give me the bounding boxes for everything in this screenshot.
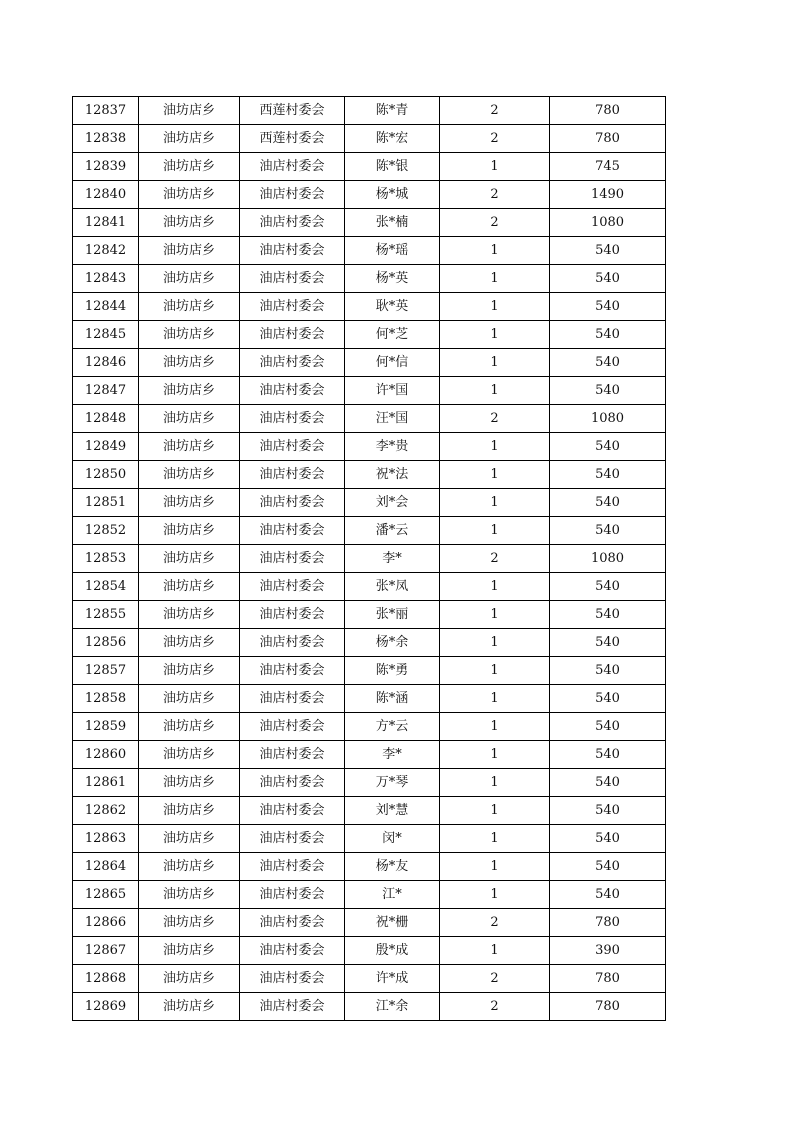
village-committee-cell: 油店村委会 — [240, 433, 345, 461]
township-cell: 油坊店乡 — [139, 797, 240, 825]
township-cell: 油坊店乡 — [139, 237, 240, 265]
count-cell: 2 — [440, 545, 550, 573]
row-id-cell: 12839 — [73, 153, 139, 181]
amount-cell: 540 — [550, 237, 666, 265]
table-row — [73, 909, 666, 937]
name-cell: 杨*友 — [345, 853, 440, 881]
table-row — [73, 293, 666, 321]
village-committee-cell: 油店村委会 — [240, 237, 345, 265]
village-committee-cell: 油店村委会 — [240, 741, 345, 769]
amount-cell: 540 — [550, 685, 666, 713]
name-cell: 祝*栅 — [345, 909, 440, 937]
table-row — [73, 685, 666, 713]
village-committee-cell: 油店村委会 — [240, 965, 345, 993]
name-cell: 何*芝 — [345, 321, 440, 349]
table-row — [73, 405, 666, 433]
row-id-cell: 12866 — [73, 909, 139, 937]
row-id-cell: 12840 — [73, 181, 139, 209]
table-row — [73, 825, 666, 853]
name-cell: 杨*英 — [345, 265, 440, 293]
count-cell: 1 — [440, 265, 550, 293]
count-cell: 1 — [440, 433, 550, 461]
amount-cell: 540 — [550, 349, 666, 377]
count-cell: 1 — [440, 685, 550, 713]
name-cell: 陈*银 — [345, 153, 440, 181]
count-cell: 1 — [440, 741, 550, 769]
count-cell: 2 — [440, 405, 550, 433]
table-row — [73, 573, 666, 601]
township-cell: 油坊店乡 — [139, 629, 240, 657]
village-committee-cell: 油店村委会 — [240, 573, 345, 601]
name-cell: 刘*会 — [345, 489, 440, 517]
count-cell: 1 — [440, 237, 550, 265]
amount-cell: 540 — [550, 825, 666, 853]
row-id-cell: 12851 — [73, 489, 139, 517]
table-row — [73, 629, 666, 657]
table-row — [73, 545, 666, 573]
village-committee-cell: 油店村委会 — [240, 909, 345, 937]
name-cell: 张*楠 — [345, 209, 440, 237]
table-row — [73, 125, 666, 153]
name-cell: 李* — [345, 545, 440, 573]
row-id-cell: 12847 — [73, 377, 139, 405]
township-cell: 油坊店乡 — [139, 321, 240, 349]
count-cell: 2 — [440, 993, 550, 1021]
village-committee-cell: 西莲村委会 — [240, 125, 345, 153]
count-cell: 2 — [440, 181, 550, 209]
table-row — [73, 349, 666, 377]
count-cell: 1 — [440, 769, 550, 797]
table-row — [73, 209, 666, 237]
village-committee-cell: 油店村委会 — [240, 881, 345, 909]
amount-cell: 540 — [550, 321, 666, 349]
village-committee-cell: 油店村委会 — [240, 153, 345, 181]
village-committee-cell: 油店村委会 — [240, 601, 345, 629]
name-cell: 潘*云 — [345, 517, 440, 545]
township-cell: 油坊店乡 — [139, 601, 240, 629]
township-cell: 油坊店乡 — [139, 153, 240, 181]
table-row — [73, 237, 666, 265]
name-cell: 殷*成 — [345, 937, 440, 965]
table-row — [73, 853, 666, 881]
village-committee-cell: 油店村委会 — [240, 769, 345, 797]
count-cell: 2 — [440, 97, 550, 125]
amount-cell: 1080 — [550, 405, 666, 433]
table-row — [73, 769, 666, 797]
count-cell: 1 — [440, 489, 550, 517]
amount-cell: 540 — [550, 489, 666, 517]
township-cell: 油坊店乡 — [139, 517, 240, 545]
row-id-cell: 12856 — [73, 629, 139, 657]
row-id-cell: 12848 — [73, 405, 139, 433]
village-committee-cell: 油店村委会 — [240, 993, 345, 1021]
township-cell: 油坊店乡 — [139, 489, 240, 517]
amount-cell: 540 — [550, 629, 666, 657]
row-id-cell: 12869 — [73, 993, 139, 1021]
row-id-cell: 12854 — [73, 573, 139, 601]
name-cell: 刘*慧 — [345, 797, 440, 825]
village-committee-cell: 油店村委会 — [240, 937, 345, 965]
township-cell: 油坊店乡 — [139, 713, 240, 741]
count-cell: 1 — [440, 601, 550, 629]
township-cell: 油坊店乡 — [139, 741, 240, 769]
name-cell: 耿*英 — [345, 293, 440, 321]
township-cell: 油坊店乡 — [139, 881, 240, 909]
amount-cell: 780 — [550, 965, 666, 993]
name-cell: 祝*法 — [345, 461, 440, 489]
village-committee-cell: 油店村委会 — [240, 209, 345, 237]
amount-cell: 540 — [550, 461, 666, 489]
amount-cell: 1080 — [550, 209, 666, 237]
township-cell: 油坊店乡 — [139, 181, 240, 209]
count-cell: 2 — [440, 909, 550, 937]
name-cell: 闵* — [345, 825, 440, 853]
village-committee-cell: 油店村委会 — [240, 377, 345, 405]
township-cell: 油坊店乡 — [139, 573, 240, 601]
table-row — [73, 181, 666, 209]
village-committee-cell: 油店村委会 — [240, 349, 345, 377]
amount-cell: 780 — [550, 909, 666, 937]
count-cell: 1 — [440, 349, 550, 377]
count-cell: 2 — [440, 209, 550, 237]
township-cell: 油坊店乡 — [139, 377, 240, 405]
township-cell: 油坊店乡 — [139, 965, 240, 993]
village-committee-cell: 油店村委会 — [240, 405, 345, 433]
village-committee-cell: 油店村委会 — [240, 545, 345, 573]
amount-cell: 540 — [550, 657, 666, 685]
amount-cell: 540 — [550, 769, 666, 797]
amount-cell: 540 — [550, 713, 666, 741]
name-cell: 汪*国 — [345, 405, 440, 433]
village-committee-cell: 油店村委会 — [240, 265, 345, 293]
table-row — [73, 461, 666, 489]
name-cell: 许*国 — [345, 377, 440, 405]
name-cell: 张*丽 — [345, 601, 440, 629]
amount-cell: 540 — [550, 573, 666, 601]
amount-cell: 540 — [550, 853, 666, 881]
row-id-cell: 12862 — [73, 797, 139, 825]
village-committee-cell: 油店村委会 — [240, 825, 345, 853]
count-cell: 1 — [440, 937, 550, 965]
name-cell: 李*贵 — [345, 433, 440, 461]
count-cell: 2 — [440, 965, 550, 993]
table-row — [73, 489, 666, 517]
name-cell: 陈*涵 — [345, 685, 440, 713]
amount-cell: 540 — [550, 433, 666, 461]
township-cell: 油坊店乡 — [139, 993, 240, 1021]
name-cell: 江*余 — [345, 993, 440, 1021]
table-row — [73, 377, 666, 405]
table-row — [73, 321, 666, 349]
village-committee-cell: 西莲村委会 — [240, 97, 345, 125]
table-row — [73, 97, 666, 125]
township-cell: 油坊店乡 — [139, 265, 240, 293]
village-committee-cell: 油店村委会 — [240, 657, 345, 685]
village-committee-cell: 油店村委会 — [240, 489, 345, 517]
township-cell: 油坊店乡 — [139, 97, 240, 125]
row-id-cell: 12855 — [73, 601, 139, 629]
count-cell: 1 — [440, 573, 550, 601]
row-id-cell: 12853 — [73, 545, 139, 573]
village-committee-cell: 油店村委会 — [240, 321, 345, 349]
table-row — [73, 713, 666, 741]
township-cell: 油坊店乡 — [139, 293, 240, 321]
count-cell: 1 — [440, 629, 550, 657]
table-body — [73, 97, 666, 1021]
name-cell: 方*云 — [345, 713, 440, 741]
count-cell: 1 — [440, 657, 550, 685]
data-table — [72, 96, 666, 1021]
village-committee-cell: 油店村委会 — [240, 685, 345, 713]
row-id-cell: 12850 — [73, 461, 139, 489]
village-committee-cell: 油店村委会 — [240, 797, 345, 825]
name-cell: 陈*青 — [345, 97, 440, 125]
amount-cell: 390 — [550, 937, 666, 965]
table-row — [73, 797, 666, 825]
township-cell: 油坊店乡 — [139, 937, 240, 965]
table-row — [73, 657, 666, 685]
row-id-cell: 12837 — [73, 97, 139, 125]
village-committee-cell: 油店村委会 — [240, 713, 345, 741]
name-cell: 杨*余 — [345, 629, 440, 657]
amount-cell: 540 — [550, 265, 666, 293]
amount-cell: 540 — [550, 601, 666, 629]
township-cell: 油坊店乡 — [139, 769, 240, 797]
township-cell: 油坊店乡 — [139, 349, 240, 377]
row-id-cell: 12857 — [73, 657, 139, 685]
count-cell: 1 — [440, 825, 550, 853]
name-cell: 杨*城 — [345, 181, 440, 209]
table-row — [73, 937, 666, 965]
village-committee-cell: 油店村委会 — [240, 181, 345, 209]
name-cell: 李* — [345, 741, 440, 769]
row-id-cell: 12852 — [73, 517, 139, 545]
count-cell: 1 — [440, 797, 550, 825]
row-id-cell: 12846 — [73, 349, 139, 377]
row-id-cell: 12859 — [73, 713, 139, 741]
name-cell: 杨*瑶 — [345, 237, 440, 265]
village-committee-cell: 油店村委会 — [240, 293, 345, 321]
name-cell: 陈*宏 — [345, 125, 440, 153]
count-cell: 1 — [440, 461, 550, 489]
township-cell: 油坊店乡 — [139, 685, 240, 713]
count-cell: 1 — [440, 153, 550, 181]
name-cell: 张*凤 — [345, 573, 440, 601]
row-id-cell: 12842 — [73, 237, 139, 265]
row-id-cell: 12865 — [73, 881, 139, 909]
row-id-cell: 12864 — [73, 853, 139, 881]
township-cell: 油坊店乡 — [139, 433, 240, 461]
row-id-cell: 12841 — [73, 209, 139, 237]
township-cell: 油坊店乡 — [139, 461, 240, 489]
table-row — [73, 517, 666, 545]
count-cell: 1 — [440, 713, 550, 741]
village-committee-cell: 油店村委会 — [240, 461, 345, 489]
name-cell: 陈*勇 — [345, 657, 440, 685]
name-cell: 许*成 — [345, 965, 440, 993]
row-id-cell: 12849 — [73, 433, 139, 461]
row-id-cell: 12858 — [73, 685, 139, 713]
row-id-cell: 12843 — [73, 265, 139, 293]
amount-cell: 745 — [550, 153, 666, 181]
name-cell: 江* — [345, 881, 440, 909]
row-id-cell: 12860 — [73, 741, 139, 769]
amount-cell: 780 — [550, 125, 666, 153]
name-cell: 万*琴 — [345, 769, 440, 797]
count-cell: 1 — [440, 517, 550, 545]
amount-cell: 780 — [550, 97, 666, 125]
table-row — [73, 881, 666, 909]
table-row — [73, 741, 666, 769]
amount-cell: 1080 — [550, 545, 666, 573]
row-id-cell: 12844 — [73, 293, 139, 321]
amount-cell: 540 — [550, 517, 666, 545]
count-cell: 1 — [440, 881, 550, 909]
amount-cell: 540 — [550, 797, 666, 825]
name-cell: 何*信 — [345, 349, 440, 377]
row-id-cell: 12863 — [73, 825, 139, 853]
count-cell: 1 — [440, 293, 550, 321]
table-row — [73, 265, 666, 293]
row-id-cell: 12845 — [73, 321, 139, 349]
township-cell: 油坊店乡 — [139, 657, 240, 685]
count-cell: 1 — [440, 377, 550, 405]
row-id-cell: 12861 — [73, 769, 139, 797]
township-cell: 油坊店乡 — [139, 825, 240, 853]
row-id-cell: 12838 — [73, 125, 139, 153]
township-cell: 油坊店乡 — [139, 909, 240, 937]
table-row — [73, 153, 666, 181]
village-committee-cell: 油店村委会 — [240, 853, 345, 881]
township-cell: 油坊店乡 — [139, 125, 240, 153]
township-cell: 油坊店乡 — [139, 545, 240, 573]
village-committee-cell: 油店村委会 — [240, 629, 345, 657]
count-cell: 1 — [440, 853, 550, 881]
amount-cell: 780 — [550, 993, 666, 1021]
township-cell: 油坊店乡 — [139, 209, 240, 237]
township-cell: 油坊店乡 — [139, 853, 240, 881]
row-id-cell: 12868 — [73, 965, 139, 993]
row-id-cell: 12867 — [73, 937, 139, 965]
amount-cell: 540 — [550, 881, 666, 909]
table-row — [73, 993, 666, 1021]
amount-cell: 540 — [550, 293, 666, 321]
amount-cell: 1490 — [550, 181, 666, 209]
table-row — [73, 965, 666, 993]
table-row — [73, 433, 666, 461]
township-cell: 油坊店乡 — [139, 405, 240, 433]
amount-cell: 540 — [550, 377, 666, 405]
village-committee-cell: 油店村委会 — [240, 517, 345, 545]
count-cell: 2 — [440, 125, 550, 153]
count-cell: 1 — [440, 321, 550, 349]
amount-cell: 540 — [550, 741, 666, 769]
table-row — [73, 601, 666, 629]
